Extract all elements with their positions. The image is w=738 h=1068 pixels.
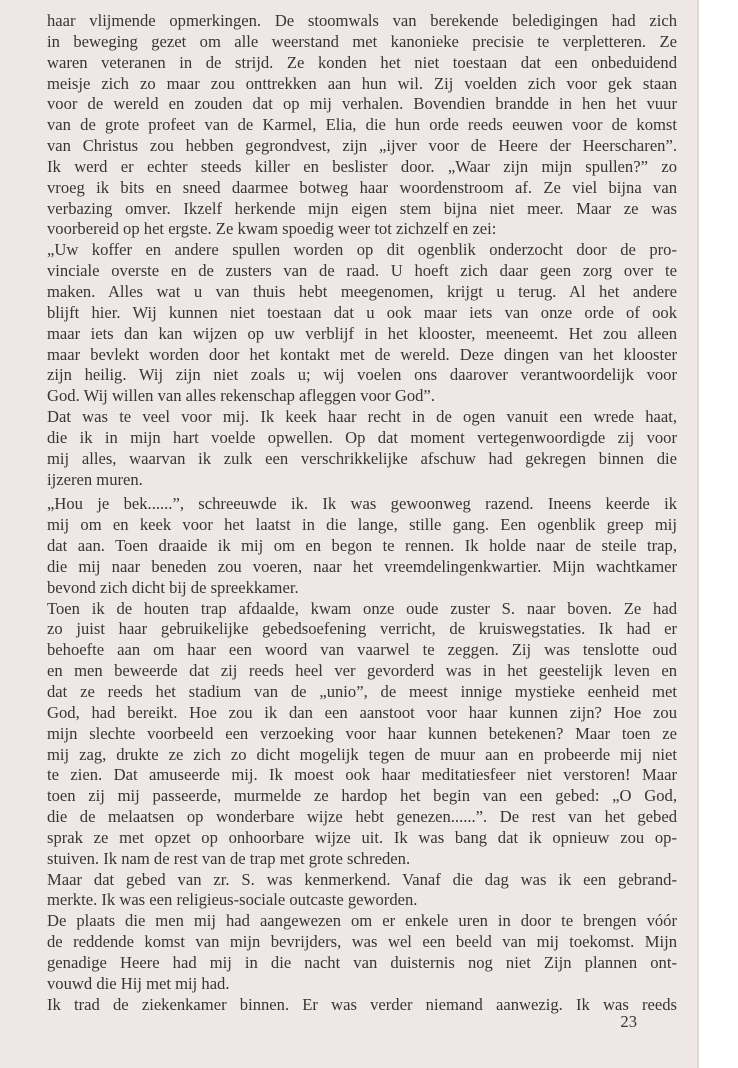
- text-line: behoefte aan om haar een woord van vaarwel te zeggen. Zij was tenslotte oud: [47, 640, 677, 660]
- text-line: dat aan. Toen draaide ik mij om en begon te rennen. Ik holde naar de steile trap,: [47, 536, 677, 556]
- paragraph: [47, 407, 677, 490]
- text-line: verbazing omver. Ikzelf herkende mijn eigen stem bijna niet meer. Maar ze was: [47, 198, 677, 218]
- text-line: stuiven. Ik nam de rest van de trap met grote schreden.: [47, 848, 411, 868]
- text-line: blijft hier. Wij kunnen niet toestaan dat u ook maar iets van onze orde of ook: [47, 302, 677, 322]
- text-line: sprak ze met opzet op onhoorbare wijze uit. Ik was bang dat ik opnieuw zou op-: [47, 827, 677, 847]
- text-line: bevond zich dicht bij de spreekkamer.: [47, 577, 299, 597]
- text-line: vroeg ik bits en sneed daarmee botweg haar woordenstroom af. Ze viel bijna van: [47, 177, 677, 197]
- text-line: Ik trad de ziekenkamer binnen. Er was verder niemand aanwezig. Ik was reeds: [47, 994, 677, 1014]
- text-line: voor de wereld en zouden dat op mij verhalen. Bovendien brandde in hen het vuur: [47, 94, 677, 114]
- text-line: ijzeren muren.: [47, 469, 143, 489]
- text-line: in beweging gezet om alle weerstand met kanonieke precisie te verpletteren. Ze: [47, 31, 677, 51]
- text-line: vinciale overste en de zusters van de raad. U hoeft zich daar geen zorg over te: [47, 261, 677, 281]
- text-line: voorbereid op het ergste. Ze kwam spoedig weer tot zichzelf en zei:: [47, 219, 497, 239]
- text-line: mij zag, drukte ze zich zo dicht mogelijk tegen de muur aan en probeerde mij niet: [47, 744, 677, 764]
- text-line: vouwd die Hij met mij had.: [47, 973, 230, 993]
- text-line: maken. Alles wat u van thuis hebt meegenomen, krijgt u terug. Al het andere: [47, 281, 677, 301]
- text-line: mijn slechte voorbeeld een verzoeking voor haar kunnen betekenen? Maar toen ze: [47, 723, 677, 743]
- text-line: De plaats die men mij had aangewezen om er enkele uren in door te brengen vóór: [47, 911, 677, 931]
- text-line: te zien. Dat amuseerde mij. Ik moest ook haar meditatiesfeer niet verstoren! Maar: [47, 765, 677, 785]
- text-line: Dat was te veel voor mij. Ik keek haar recht in de ogen vanuit een wrede haat,: [47, 407, 677, 427]
- paragraph: [47, 11, 677, 240]
- text-line: maar iets dan kan wijzen op uw verblijf in het klooster, meeneemt. Het zou alleen: [47, 323, 677, 343]
- text-line: de reddende komst van mijn bevrijders, was wel een beeld van mij toekomst. Mijn: [47, 932, 677, 952]
- text-line: God. Wij willen van alles rekenschap afleggen voor God”.: [47, 386, 435, 406]
- body-text: [47, 11, 677, 1016]
- text-line: Toen ik de houten trap afdaalde, kwam onze oude zuster S. naar boven. Ze had: [47, 598, 677, 618]
- text-line: „Hou je bek......”, schreeuwde ik. Ik was gewoonweg razend. Ineens keerde ik: [47, 494, 677, 514]
- text-line: God, had bereikt. Hoe zou ik dan een aanstoot voor haar kunnen zijn? Hoe zou: [47, 702, 677, 722]
- text-line: Ik werd er echter steeds killer en beslister door. „Waar zijn mijn spullen?” zo: [47, 156, 677, 176]
- text-line: mij alles, waarvan ik zulk een verschrikkelijke afschuw had gekregen binnen die: [47, 448, 677, 468]
- text-line: haar vlijmende opmerkingen. De stoomwals van berekende beledigingen had zich: [47, 11, 677, 30]
- text-line: zo juist haar gebruikelijke gebedsoefening verricht, de kruiswegstaties. Ik had er: [47, 619, 677, 639]
- text-line: die de melaatsen op wonderbare wijze hebt genezen......”. De rest van het gebed: [47, 807, 677, 827]
- paragraph: [47, 995, 677, 1016]
- text-line: zijn heilig. Wij zijn niet zoals u; wij voelen ons daarover verantwoordelijk voor: [47, 365, 677, 385]
- text-line: „Uw koffer en andere spullen worden op dit ogenblik onderzocht door de pro-: [47, 240, 677, 260]
- text-line: die ik in mijn hart voelde opwellen. Op dat moment vertegenwoordigde zij voor: [47, 427, 677, 447]
- paragraph: [47, 911, 677, 994]
- text-line: toen zij mij passeerde, murmelde ze hardop het begin van een gebed: „O God,: [47, 786, 677, 806]
- text-line: van Christus zou hebben gegrondvest, zijn „ijver voor de Heere der Heerscharen”.: [47, 136, 677, 156]
- page-number: 23: [620, 1012, 637, 1031]
- text-line: maar bevlekt worden door het kontakt met de wereld. Deze dingen van het klooster: [47, 344, 677, 364]
- text-line: en men beweerde dat zij reeds heel ver gevorderd was in het geestelijk leven en: [47, 661, 677, 681]
- text-line: die mij naar beneden zou voeren, naar het vreemdelingenkwartier. Mijn wachtkamer: [47, 556, 677, 576]
- page-edge: [697, 0, 699, 1068]
- text-line: dat ze reeds het stadium van de „unio”, de meest innige mystieke eenheid met: [47, 682, 677, 701]
- text-line: waren veteranen in de strijd. Ze konden het niet toestaan dat een onbeduidend: [47, 52, 677, 72]
- paragraph: [47, 494, 677, 598]
- text-line: Maar dat gebed van zr. S. was kenmerkend. Vanaf die dag was ik een gebrand-: [47, 869, 677, 889]
- text-line: meisje zich zo maar zou onttrekken aan hun wil. Zij voelden zich voor gek staan: [47, 73, 677, 93]
- text-line: van de grote profeet van de Karmel, Elia, die hun orde reeds eeuwen voor de komst: [47, 115, 677, 135]
- paragraph: [47, 599, 677, 870]
- text-line: genadige Heere had mij in die nacht van duisternis nog niet Zijn plannen ont-: [47, 952, 677, 972]
- paragraph: [47, 240, 677, 407]
- paragraph: [47, 870, 677, 912]
- text-line: mij om en keek voor het laatst in die lange, stille gang. Een ogenblik greep mij: [47, 515, 677, 535]
- text-line: merkte. Ik was een religieus-sociale outcaste geworden.: [47, 890, 418, 910]
